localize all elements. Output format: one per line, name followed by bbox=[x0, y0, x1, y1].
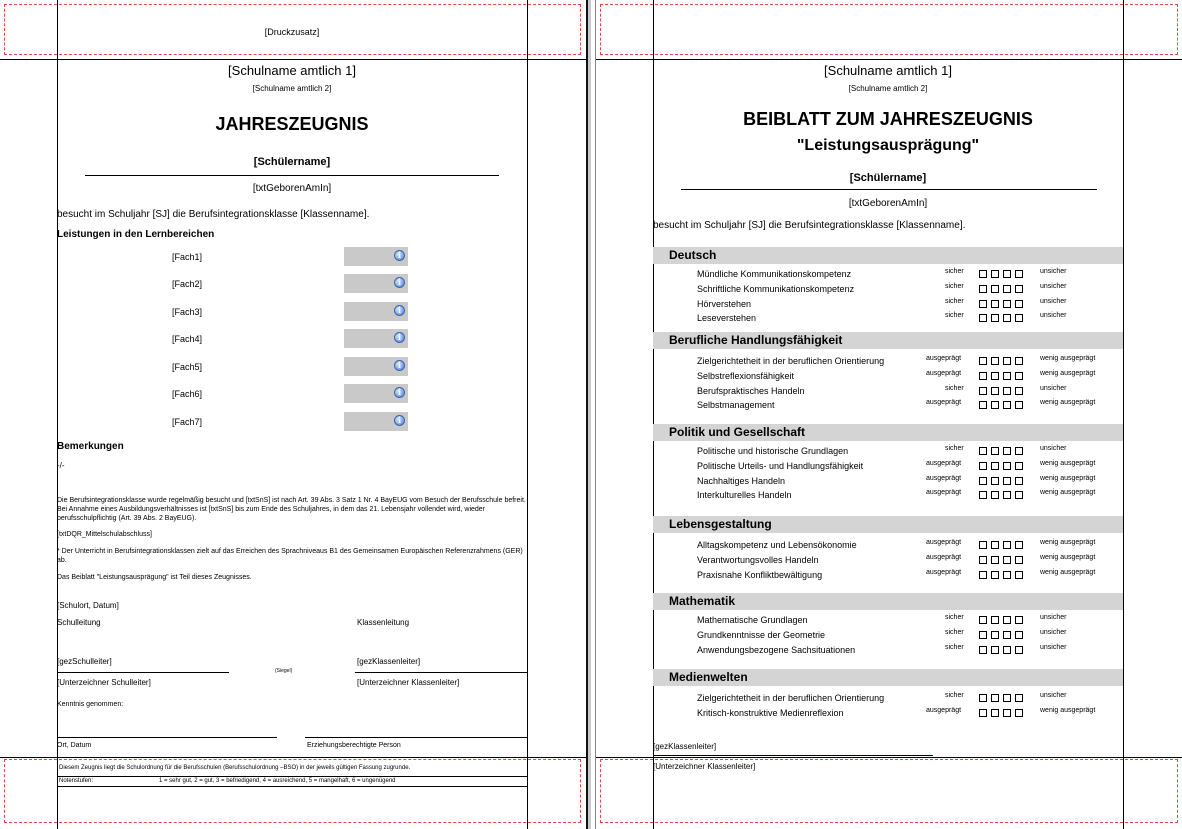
scale-high-label: wenig ausgeprägt bbox=[1040, 554, 1096, 561]
rating-checkbox[interactable] bbox=[1003, 616, 1011, 624]
grade-field[interactable] bbox=[344, 274, 408, 293]
guardian-sig-line bbox=[305, 737, 527, 738]
scale-high-label: unsicher bbox=[1040, 385, 1067, 392]
rating-checkbox[interactable] bbox=[979, 616, 987, 624]
rating-checkbox[interactable] bbox=[1015, 314, 1023, 322]
competency-label: Politische und historische Grundlagen bbox=[697, 446, 849, 456]
scale-low-label: sicher bbox=[945, 629, 964, 636]
info-icon[interactable]: i bbox=[394, 250, 405, 261]
competency-label: Berufspraktisches Handeln bbox=[697, 386, 805, 396]
rating-checkbox[interactable] bbox=[979, 709, 987, 717]
footer-grades-label: Notenstufen: bbox=[59, 778, 94, 784]
header-print-area bbox=[600, 4, 1178, 55]
performance-heading: Leistungen in den Lernbereichen bbox=[57, 229, 215, 240]
subject-label: [Fach1] bbox=[172, 252, 203, 262]
rating-checkbox[interactable] bbox=[1003, 491, 1011, 499]
grade-field[interactable] bbox=[344, 329, 408, 348]
rating-checkbox[interactable] bbox=[991, 477, 999, 485]
rating-checkbox[interactable] bbox=[979, 491, 987, 499]
rating-checkbox[interactable] bbox=[1003, 300, 1011, 308]
legal-text-2: * Der Unterricht in Berufsintegrationsklassen zielt auf das Erreichen des Sprachniveaus B1 des Gemeinsamen Europäischen Referenzrahmens (GER) ab. bbox=[57, 548, 523, 564]
student-name: [Schülername] bbox=[849, 172, 927, 184]
remarks-heading: Bemerkungen bbox=[57, 441, 124, 452]
grade-field[interactable] bbox=[344, 302, 408, 321]
rating-checkbox[interactable] bbox=[1015, 709, 1023, 717]
teacher-signature: [gezKlassenleiter] bbox=[653, 742, 717, 751]
rating-checkbox[interactable] bbox=[991, 270, 999, 278]
footer-divider bbox=[0, 757, 588, 758]
rating-checkbox[interactable] bbox=[1003, 401, 1011, 409]
grade-field[interactable] bbox=[344, 384, 408, 403]
rating-checkbox[interactable] bbox=[991, 300, 999, 308]
rating-checkbox[interactable] bbox=[979, 387, 987, 395]
subject-label: [Fach2] bbox=[172, 279, 203, 289]
info-icon[interactable]: i bbox=[394, 360, 405, 371]
rating-checkbox[interactable] bbox=[1003, 357, 1011, 365]
rating-checkbox[interactable] bbox=[1003, 314, 1011, 322]
scale-low-label: ausgeprägt bbox=[926, 475, 962, 482]
scale-low-label: sicher bbox=[945, 312, 964, 319]
competency-label: Anwendungsbezogene Sachsituationen bbox=[697, 645, 856, 655]
margin-line-right bbox=[1123, 0, 1124, 829]
teacher-signer: [Unterzeichner Klassenleiter] bbox=[357, 678, 460, 687]
scale-low-label: sicher bbox=[945, 614, 964, 621]
scale-high-label: unsicher bbox=[1040, 644, 1067, 651]
guardian-place-date: Ort, Datum bbox=[57, 742, 92, 749]
subject-label: [Fach5] bbox=[172, 362, 203, 372]
school-name-1: [Schulname amtlich 1] bbox=[228, 63, 356, 78]
info-icon[interactable]: i bbox=[394, 332, 405, 343]
visited-text: besucht im Schuljahr [SJ] die Berufsintegrationsklasse [Klassenname]. bbox=[57, 209, 370, 220]
margin-line-right bbox=[527, 0, 528, 829]
rating-checkbox[interactable] bbox=[991, 387, 999, 395]
scale-low-label: ausgeprägt bbox=[926, 569, 962, 576]
rating-checkbox[interactable] bbox=[1015, 300, 1023, 308]
section-header: Lebensgestaltung bbox=[653, 516, 1123, 533]
scale-high-label: wenig ausgeprägt bbox=[1040, 370, 1096, 377]
teacher-signer: [Unterzeichner Klassenleiter] bbox=[653, 762, 756, 771]
rating-checkbox[interactable] bbox=[979, 357, 987, 365]
rating-checkbox[interactable] bbox=[1015, 285, 1023, 293]
rating-checkbox[interactable] bbox=[1015, 491, 1023, 499]
rating-checkbox[interactable] bbox=[1003, 571, 1011, 579]
rating-checkbox[interactable] bbox=[991, 285, 999, 293]
rating-checkbox[interactable] bbox=[979, 694, 987, 702]
footer-grades-value: 1 = sehr gut, 2 = gut, 3 = befriedigend, 4 = ausreichend, 5 = mangelhaft, 6 = ungenügend bbox=[159, 778, 396, 784]
scale-low-label: ausgeprägt bbox=[926, 554, 962, 561]
scale-low-label: sicher bbox=[945, 692, 964, 699]
rating-checkbox[interactable] bbox=[1003, 694, 1011, 702]
student-name-underline bbox=[681, 189, 1097, 190]
rating-checkbox[interactable] bbox=[1015, 357, 1023, 365]
print-addition: [Druckzusatz] bbox=[264, 27, 320, 37]
scale-low-label: sicher bbox=[945, 298, 964, 305]
principal-signature: [gezSchulleiter] bbox=[57, 657, 112, 666]
rating-checkboxes bbox=[979, 314, 1027, 332]
competency-label: Mathematische Grundlagen bbox=[697, 615, 808, 625]
page-title: JAHRESZEUGNIS bbox=[215, 114, 369, 134]
rating-checkbox[interactable] bbox=[979, 477, 987, 485]
section-header: Deutsch bbox=[653, 247, 1123, 264]
competency-label: Leseverstehen bbox=[697, 313, 757, 323]
competency-label: Nachhaltiges Handeln bbox=[697, 476, 786, 486]
rating-checkboxes bbox=[979, 491, 1027, 509]
rating-checkbox[interactable] bbox=[979, 462, 987, 470]
rating-checkbox[interactable] bbox=[979, 401, 987, 409]
rating-checkbox[interactable] bbox=[1015, 646, 1023, 654]
rating-checkbox[interactable] bbox=[1003, 372, 1011, 380]
footer-line-1 bbox=[57, 776, 527, 777]
legal-text-3: Das Beiblatt "Leistungsausprägung" ist Teil dieses Zeugnisses. bbox=[57, 574, 252, 581]
scale-high-label: wenig ausgeprägt bbox=[1040, 489, 1096, 496]
scale-low-label: ausgeprägt bbox=[926, 399, 962, 406]
scale-high-label: unsicher bbox=[1040, 445, 1067, 452]
section-header: Mathematik bbox=[653, 593, 1123, 610]
info-icon[interactable]: i bbox=[394, 277, 405, 288]
rating-checkbox[interactable] bbox=[991, 491, 999, 499]
rating-checkbox[interactable] bbox=[1015, 616, 1023, 624]
rating-checkbox[interactable] bbox=[979, 646, 987, 654]
rating-checkboxes bbox=[979, 401, 1027, 419]
rating-checkbox[interactable] bbox=[1003, 477, 1011, 485]
legal-text-1: Die Berufsintegrationsklasse wurde regelmäßig besucht und [txtSnS] ist nach Art. 39 Abs. 3 Satz 1 Nr. 4 BayEUG vom Besuch der Berufsschule befreit. Bei Annahme eines Ausbildungsverhältnisses ist [txtSnS] bis zum Ende des Schuljahres, in dem das 21. Lebensjahr vollendet wird, wieder berufsschulpflichtig (Art. 39 Abs. 2 BayEUG). bbox=[57, 497, 526, 522]
rating-checkbox[interactable] bbox=[991, 556, 999, 564]
scale-low-label: ausgeprägt bbox=[926, 539, 962, 546]
competency-label: Kritisch-konstruktive Medienreflexion bbox=[697, 708, 844, 718]
page-subtitle: "Leistungsausprägung" bbox=[796, 137, 980, 154]
section-header: Berufliche Handlungsfähigkeit bbox=[653, 332, 1123, 349]
scale-high-label: unsicher bbox=[1040, 268, 1067, 275]
scale-low-label: sicher bbox=[945, 445, 964, 452]
scale-high-label: wenig ausgeprägt bbox=[1040, 355, 1096, 362]
principal-label: Schulleitung bbox=[57, 618, 101, 627]
rating-checkbox[interactable] bbox=[1003, 541, 1011, 549]
grade-field[interactable] bbox=[344, 412, 408, 431]
rating-checkbox[interactable] bbox=[991, 709, 999, 717]
rating-checkbox[interactable] bbox=[1015, 694, 1023, 702]
rating-checkbox[interactable] bbox=[1015, 556, 1023, 564]
guardian-date-line bbox=[57, 737, 277, 738]
competency-label: Schriftliche Kommunikationskompetenz bbox=[697, 284, 855, 294]
page-jahreszeugnis bbox=[0, 0, 588, 829]
scale-low-label: sicher bbox=[945, 283, 964, 290]
scale-high-label: wenig ausgeprägt bbox=[1040, 475, 1096, 482]
scale-low-label: ausgeprägt bbox=[926, 355, 962, 362]
rating-checkbox[interactable] bbox=[979, 556, 987, 564]
rating-checkbox[interactable] bbox=[991, 372, 999, 380]
footer-line-2 bbox=[57, 786, 527, 787]
rating-checkbox[interactable] bbox=[1015, 270, 1023, 278]
rating-checkbox[interactable] bbox=[1003, 556, 1011, 564]
page-title: BEIBLATT ZUM JAHRESZEUGNIS bbox=[743, 109, 1033, 129]
page-beiblatt bbox=[595, 0, 1182, 829]
rating-checkbox[interactable] bbox=[1003, 709, 1011, 717]
subject-label: [Fach4] bbox=[172, 334, 203, 344]
rating-checkbox[interactable] bbox=[991, 447, 999, 455]
rating-checkbox[interactable] bbox=[979, 285, 987, 293]
competency-label: Selbstmanagement bbox=[697, 400, 775, 410]
competency-label: Mündliche Kommunikationskompetenz bbox=[697, 269, 852, 279]
rating-checkbox[interactable] bbox=[991, 631, 999, 639]
rating-checkbox[interactable] bbox=[1003, 387, 1011, 395]
rating-checkbox[interactable] bbox=[991, 616, 999, 624]
rating-checkbox[interactable] bbox=[1015, 462, 1023, 470]
guardian-label: Erziehungsberechtigte Person bbox=[307, 742, 401, 749]
rating-checkbox[interactable] bbox=[1003, 462, 1011, 470]
grade-field[interactable] bbox=[344, 247, 408, 266]
rating-checkbox[interactable] bbox=[979, 300, 987, 308]
info-icon[interactable]: i bbox=[394, 415, 405, 426]
school-name-2: [Schulname amtlich 2] bbox=[252, 84, 332, 93]
competency-label: Zielgerichtetheit in der beruflichen Orientierung bbox=[697, 693, 885, 703]
grade-field[interactable] bbox=[344, 357, 408, 376]
school-name-1: [Schulname amtlich 1] bbox=[824, 63, 952, 78]
scale-high-label: unsicher bbox=[1040, 692, 1067, 699]
scale-low-label: ausgeprägt bbox=[926, 370, 962, 377]
rating-checkbox[interactable] bbox=[979, 447, 987, 455]
rating-checkbox[interactable] bbox=[1003, 631, 1011, 639]
school-name-2: [Schulname amtlich 2] bbox=[848, 84, 928, 93]
scale-low-label: ausgeprägt bbox=[926, 707, 962, 714]
rating-checkbox[interactable] bbox=[1015, 477, 1023, 485]
born-info: [txtGeborenAmIn] bbox=[848, 198, 928, 209]
teacher-signature: [gezKlassenleiter] bbox=[357, 657, 421, 666]
rating-checkboxes bbox=[979, 709, 1027, 727]
scale-high-label: unsicher bbox=[1040, 283, 1067, 290]
acknowledged-label: Kenntnis genommen: bbox=[57, 701, 124, 708]
scale-high-label: wenig ausgeprägt bbox=[1040, 569, 1096, 576]
rating-checkbox[interactable] bbox=[1015, 372, 1023, 380]
scale-low-label: sicher bbox=[945, 268, 964, 275]
teacher-sig-line bbox=[355, 672, 527, 673]
rating-checkbox[interactable] bbox=[979, 571, 987, 579]
rating-checkbox[interactable] bbox=[1003, 646, 1011, 654]
competency-label: Interkulturelles Handeln bbox=[697, 490, 792, 500]
rating-checkbox[interactable] bbox=[991, 314, 999, 322]
rating-checkbox[interactable] bbox=[1015, 447, 1023, 455]
competency-label: Verantwortungsvolles Handeln bbox=[697, 555, 819, 565]
scale-high-label: wenig ausgeprägt bbox=[1040, 707, 1096, 714]
header-divider bbox=[0, 59, 588, 60]
competency-label: Politische Urteils- und Handlungsfähigkeit bbox=[697, 461, 864, 471]
rating-checkbox[interactable] bbox=[991, 541, 999, 549]
competency-label: Alltagskompetenz und Lebensökonomie bbox=[697, 540, 857, 550]
rating-checkbox[interactable] bbox=[991, 462, 999, 470]
rating-checkbox[interactable] bbox=[979, 631, 987, 639]
rating-checkbox[interactable] bbox=[1015, 387, 1023, 395]
info-icon[interactable]: i bbox=[394, 305, 405, 316]
rating-checkbox[interactable] bbox=[1015, 571, 1023, 579]
scale-high-label: unsicher bbox=[1040, 298, 1067, 305]
subject-label: [Fach6] bbox=[172, 389, 203, 399]
competency-label: Selbstreflexionsfähigkeit bbox=[697, 371, 795, 381]
subject-label: [Fach7] bbox=[172, 417, 203, 427]
rating-checkbox[interactable] bbox=[991, 571, 999, 579]
rating-checkbox[interactable] bbox=[1003, 270, 1011, 278]
teacher-label: Klassenleitung bbox=[357, 618, 410, 627]
competency-label: Praxisnahe Konfliktbewältigung bbox=[697, 570, 823, 580]
subject-label: [Fach3] bbox=[172, 307, 203, 317]
place-date: [Schulort, Datum] bbox=[57, 601, 119, 610]
rating-checkbox[interactable] bbox=[979, 314, 987, 322]
teacher-sig-line bbox=[653, 755, 933, 756]
dqr-text: [txtDQR_Mittelschulabschluss] bbox=[57, 531, 152, 538]
header-divider bbox=[596, 59, 1182, 60]
rating-checkboxes bbox=[979, 646, 1027, 664]
principal-signer: [Unterzeichner Schulleiter] bbox=[57, 678, 151, 687]
seal-label: (Siegel) bbox=[275, 668, 293, 674]
scale-high-label: unsicher bbox=[1040, 312, 1067, 319]
student-name: [Schülername] bbox=[253, 156, 331, 168]
rating-checkbox[interactable] bbox=[1003, 447, 1011, 455]
competency-label: Grundkenntnisse der Geometrie bbox=[697, 630, 826, 640]
student-name-underline bbox=[85, 175, 499, 176]
footer-regulation: Diesem Zeugnis liegt die Schulordnung für die Berufsschulen (Berufsschulordnung –BSO) in der jeweils gültigen Fassung zugrunde. bbox=[59, 765, 411, 771]
scale-high-label: wenig ausgeprägt bbox=[1040, 399, 1096, 406]
scale-low-label: sicher bbox=[945, 644, 964, 651]
rating-checkbox[interactable] bbox=[991, 694, 999, 702]
section-header: Politik und Gesellschaft bbox=[653, 424, 1123, 441]
rating-checkbox[interactable] bbox=[1015, 541, 1023, 549]
rating-checkboxes bbox=[979, 571, 1027, 589]
footer-divider bbox=[596, 757, 1182, 758]
remarks-value: -/- bbox=[57, 461, 65, 470]
scale-low-label: ausgeprägt bbox=[926, 489, 962, 496]
rating-checkbox[interactable] bbox=[979, 541, 987, 549]
scale-high-label: wenig ausgeprägt bbox=[1040, 539, 1096, 546]
rating-checkbox[interactable] bbox=[991, 646, 999, 654]
rating-checkbox[interactable] bbox=[991, 357, 999, 365]
rating-checkbox[interactable] bbox=[1015, 631, 1023, 639]
scale-low-label: ausgeprägt bbox=[926, 460, 962, 467]
rating-checkbox[interactable] bbox=[979, 372, 987, 380]
info-icon[interactable]: i bbox=[394, 387, 405, 398]
rating-checkbox[interactable] bbox=[991, 401, 999, 409]
scale-high-label: unsicher bbox=[1040, 629, 1067, 636]
visited-text: besucht im Schuljahr [SJ] die Berufsintegrationsklasse [Klassenname]. bbox=[653, 220, 966, 231]
scale-high-label: unsicher bbox=[1040, 614, 1067, 621]
principal-sig-line bbox=[57, 672, 229, 673]
rating-checkbox[interactable] bbox=[1003, 285, 1011, 293]
competency-label: Hörverstehen bbox=[697, 299, 752, 309]
born-info: [txtGeborenAmIn] bbox=[252, 183, 332, 194]
scale-low-label: sicher bbox=[945, 385, 964, 392]
rating-checkbox[interactable] bbox=[1015, 401, 1023, 409]
section-header: Medienwelten bbox=[653, 669, 1123, 686]
scale-high-label: wenig ausgeprägt bbox=[1040, 460, 1096, 467]
rating-checkbox[interactable] bbox=[979, 270, 987, 278]
competency-label: Zielgerichtetheit in der beruflichen Orientierung bbox=[697, 356, 885, 366]
